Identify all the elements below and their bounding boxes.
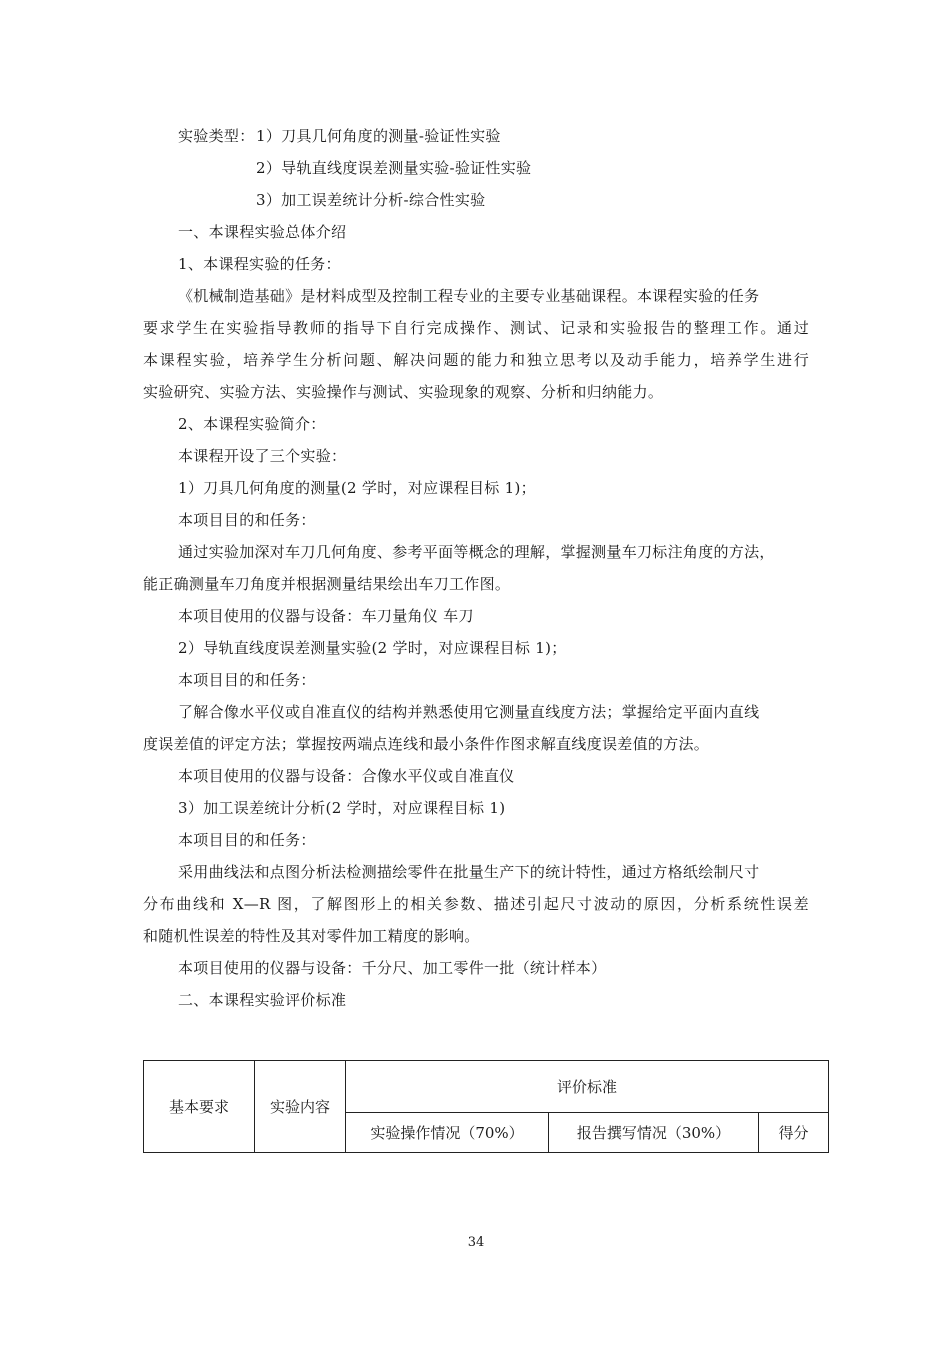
purpose-line: 采用曲线法和点图分析法检测描绘零件在批量生产下的统计特性，通过方格纸绘制尺寸 <box>178 863 760 881</box>
experiment-type-item: 3）加工误差统计分析-综合性实验 <box>256 191 486 209</box>
paragraph-line: 《机械制造基础》是材料成型及控制工程专业的主要专业基础课程。本课程实验的任务 <box>178 287 760 305</box>
page-number: 34 <box>467 1235 485 1250</box>
purpose-line: 度误差值的评定方法；掌握按两端点连线和最小条件作图求解直线度误差值的方法。 <box>143 735 710 753</box>
paragraph-line: 实验研究、实验方法、实验操作与测试、实验现象的观察、分析和归纳能力。 <box>143 383 664 401</box>
subsection-heading: 1、本课程实验的任务： <box>178 255 341 273</box>
header-basic-requirements: 基本要求 <box>144 1061 255 1153</box>
purpose-line: 通过实验加深对车刀几何角度、参考平面等概念的理解，掌握测量车刀标注角度的方法， <box>178 543 775 561</box>
header-experiment-content: 实验内容 <box>255 1061 346 1153</box>
purpose-line: 了解合像水平仪或自准直仪的结构并熟悉使用它测量直线度方法；掌握给定平面内直线 <box>178 703 760 721</box>
paragraph-line: 本课程实验，培养学生分析问题、解决问题的能力和独立思考以及动手能力，培养学生进行 <box>143 351 809 369</box>
purpose-line: 能正确测量车刀角度并根据测量结果绘出车刀工作图。 <box>143 575 511 593</box>
equipment-line: 本项目使用的仪器与设备：千分尺、加工零件一批（统计样本） <box>178 959 607 977</box>
evaluation-table <box>143 1060 829 1153</box>
experiment-types-label: 实验类型： <box>178 127 255 145</box>
equipment-line: 本项目使用的仪器与设备：合像水平仪或自准直仪 <box>178 767 515 785</box>
section-heading: 二、本课程实验评价标准 <box>178 991 347 1009</box>
experiment-type-item: 2）导轨直线度误差测量实验-验证性实验 <box>256 159 532 177</box>
purpose-line: 分布曲线和 X—R 图，了解图形上的相关参数、描述引起尺寸波动的原因，分析系统性误差 <box>143 895 809 913</box>
header-evaluation-criteria: 评价标准 <box>346 1061 829 1113</box>
experiment-type-item: 1）刀具几何角度的测量-验证性实验 <box>256 127 501 145</box>
subheader-operation: 实验操作情况（70%） <box>346 1113 549 1153</box>
subsection-heading: 2、本课程实验简介： <box>178 415 326 433</box>
experiment-title: 1）刀具几何角度的测量(2 学时，对应课程目标 1)； <box>178 479 536 497</box>
experiment-title: 2）导轨直线度误差测量实验(2 学时，对应课程目标 1)； <box>178 639 567 657</box>
intro-text: 本课程开设了三个实验： <box>178 447 347 465</box>
purpose-label: 本项目目的和任务： <box>178 831 316 849</box>
paragraph-line: 要求学生在实验指导教师的指导下自行完成操作、测试、记录和实验报告的整理工作。通过 <box>143 319 809 337</box>
experiment-title: 3）加工误差统计分析(2 学时，对应课程目标 1) <box>178 799 506 817</box>
purpose-label: 本项目目的和任务： <box>178 511 316 529</box>
purpose-line: 和随机性误差的特性及其对零件加工精度的影响。 <box>143 927 480 945</box>
section-heading: 一、本课程实验总体介绍 <box>178 223 347 241</box>
purpose-label: 本项目目的和任务： <box>178 671 316 689</box>
subheader-score: 得分 <box>759 1113 829 1153</box>
equipment-line: 本项目使用的仪器与设备：车刀量角仪 车刀 <box>178 607 474 625</box>
subheader-report: 报告撰写情况（30%） <box>549 1113 759 1153</box>
